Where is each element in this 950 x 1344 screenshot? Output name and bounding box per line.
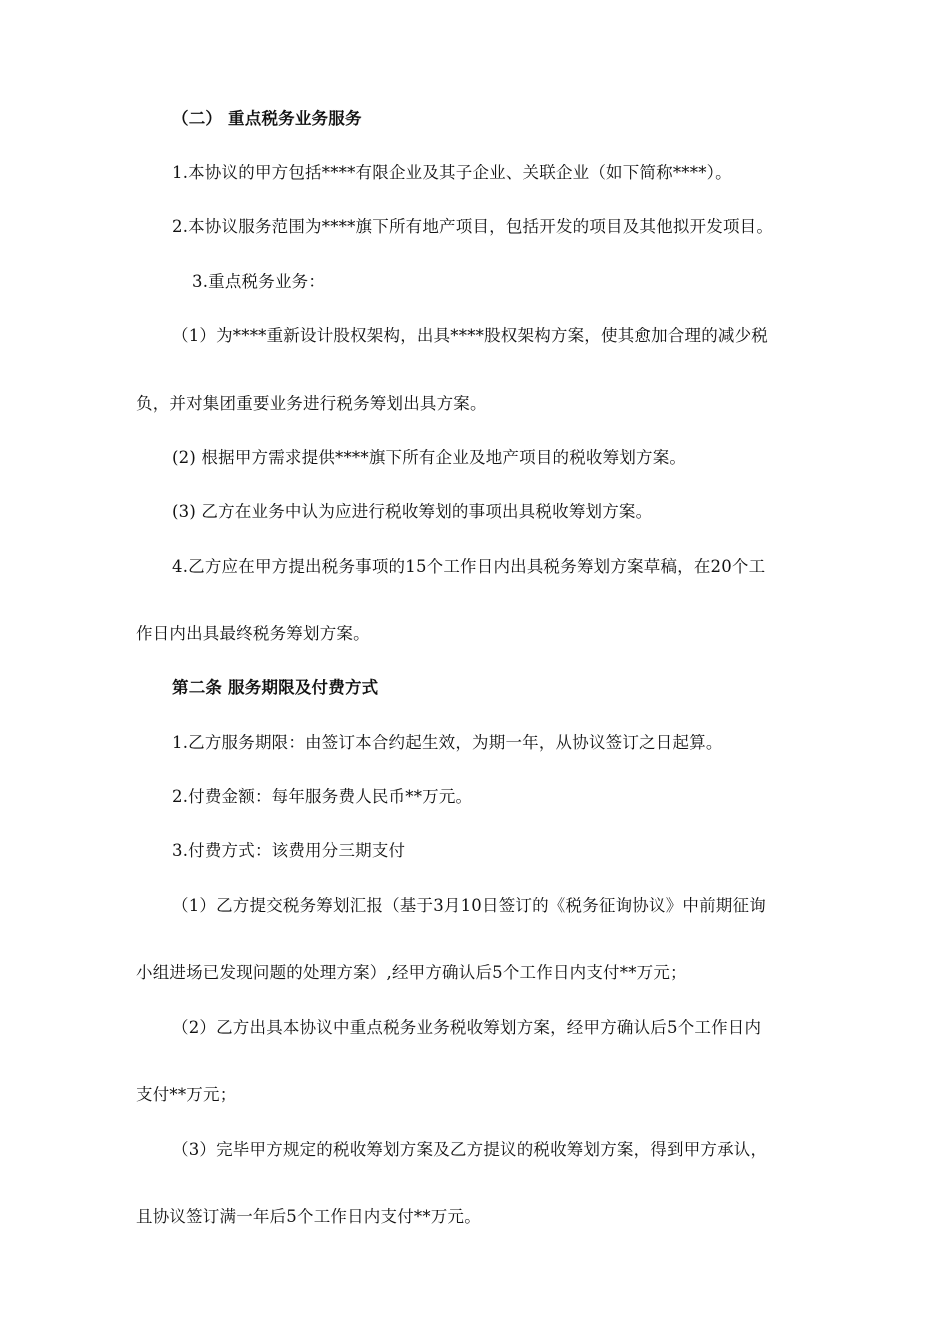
paragraph: 支付**万元； — [136, 1085, 237, 1104]
article-heading: 第二条 服务期限及付费方式 — [172, 678, 379, 697]
paragraph: 负，并对集团重要业务进行税务筹划出具方案。 — [136, 394, 487, 413]
paragraph: 3.重点税务业务： — [192, 272, 326, 291]
paragraph: 2.付费金额：每年服务费人民币**万元。 — [172, 787, 473, 806]
paragraph: (2) 根据甲方需求提供****旗下所有企业及地产项目的税收筹划方案。 — [172, 448, 687, 467]
paragraph: （1）为****重新设计股权架构，出具****股权架构方案，使其愈加合理的减少税 — [172, 326, 768, 345]
paragraph: 1.乙方服务期限：由签订本合约起生效，为期一年，从协议签订之日起算。 — [172, 733, 723, 752]
paragraph: (3) 乙方在业务中认为应进行税收筹划的事项出具税收筹划方案。 — [172, 502, 653, 521]
paragraph: （3）完毕甲方规定的税收筹划方案及乙方提议的税收筹划方案，得到甲方承认， — [172, 1140, 768, 1159]
paragraph: （1）乙方提交税务筹划汇报（基于3月10日签订的《税务征询协议》中前期征询 — [172, 896, 766, 915]
paragraph: 小组进场已发现问题的处理方案）,经甲方确认后5个工作日内支付**万元； — [136, 963, 687, 982]
paragraph: 且协议签订满一年后5个工作日内支付**万元。 — [136, 1207, 481, 1226]
paragraph: 4.乙方应在甲方提出税务事项的15个工作日内出具税务筹划方案草稿，在20个工 — [172, 557, 766, 576]
paragraph: 2.本协议服务范围为****旗下所有地产项目，包括开发的项目及其他拟开发项目。 — [172, 217, 774, 236]
paragraph: 3.付费方式：该费用分三期支付 — [172, 841, 406, 860]
paragraph: （2）乙方出具本协议中重点税务业务税收筹划方案，经甲方确认后5个工作日内 — [172, 1018, 762, 1037]
paragraph: 作日内出具最终税务筹划方案。 — [136, 624, 370, 643]
paragraph: 1.本协议的甲方包括****有限企业及其子企业、关联企业（如下简称****）。 — [172, 163, 732, 182]
section-heading: （二） 重点税务业务服务 — [172, 109, 362, 128]
